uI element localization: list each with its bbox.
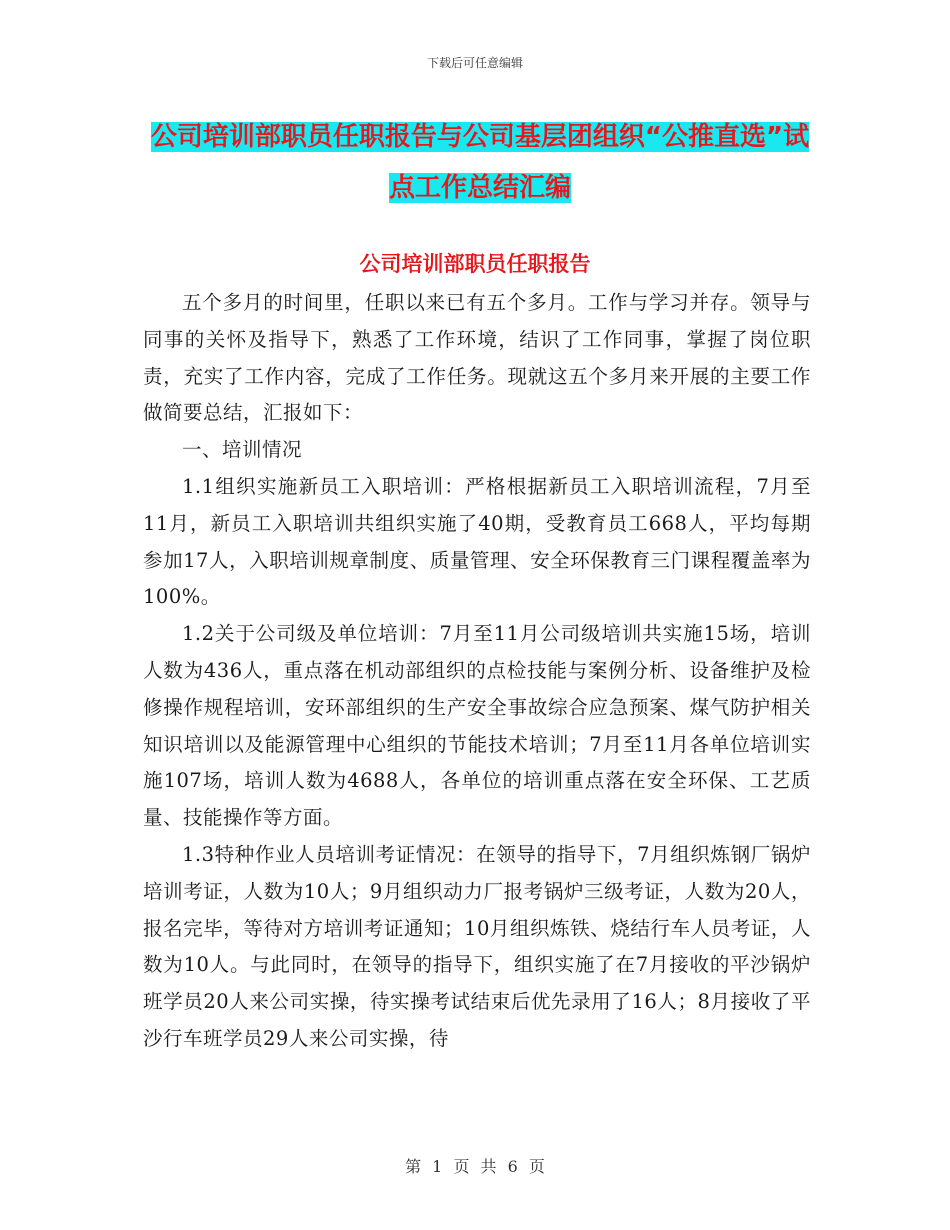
document-title <box>140 112 820 214</box>
paragraph-1-1: 1.1组织实施新员工入职培训：严格根据新员工入职培训流程，7月至11月，新员工入职培训共组织实施了40期，受教育员工668人，平均每期参加17人，入职培训规章制度、质量管理、安全环保教育三门课程覆盖率为100%。 <box>143 474 811 609</box>
section-title: 公司培训部职员任职报告 <box>359 252 591 276</box>
header-note: 下载后可任意编辑 <box>426 56 523 70</box>
paragraph-1-3: 1.3特种作业人员培训考证情况：在领导的指导下，7月组织炼钢厂锅炉培训考证，人数为10人；9月组织动力厂报考锅炉三级考证，人数为20人，报名完毕，等待对方培训考证通知；10月组织炼铁、烧结行车人员考证，人数为10人。与此同时，在领导的指导下，组织实施了在7月接收的平沙锅炉班学员20人来公司实操，待实操考试结束后优先录用了16人；8月接收了平沙行车班学员29人来公司实操，待 <box>143 842 811 1050</box>
paragraph-heading-training: 一、培训情况 <box>182 438 303 462</box>
paragraph-1-2: 1.2关于公司级及单位培训：7月至11月公司级培训共实施15场，培训人数为436人，重点落在机动部组织的点检技能与案例分析、设备维护及检修操作规程培训，安环部组织的生产安全事故综合应急预案、煤气防护相关知识培训以及能源管理中心组织的节能技术培训；7月至11月各单位培训实施107场，培训人数为4688人，各单位的培训重点落在安全环保、工艺质量、技能操作等方面。 <box>143 622 811 830</box>
document-title-text: 公司培训部职员任职报告与公司基层团组织“公推直选”试点工作总结汇编 <box>150 122 810 203</box>
paragraph-intro: 五个多月的时间里，任职以来已有五个多月。工作与学习并存。领导与同事的关怀及指导下，熟悉了工作环境，结识了工作同事，掌握了岗位职责，充实了工作内容，完成了工作任务。现就这五个多月来开展的主要工作做简要总结，汇报如下： <box>143 291 811 425</box>
page-footer: 第 1 页 共 6 页 <box>405 1157 545 1176</box>
document-body <box>143 285 811 1058</box>
